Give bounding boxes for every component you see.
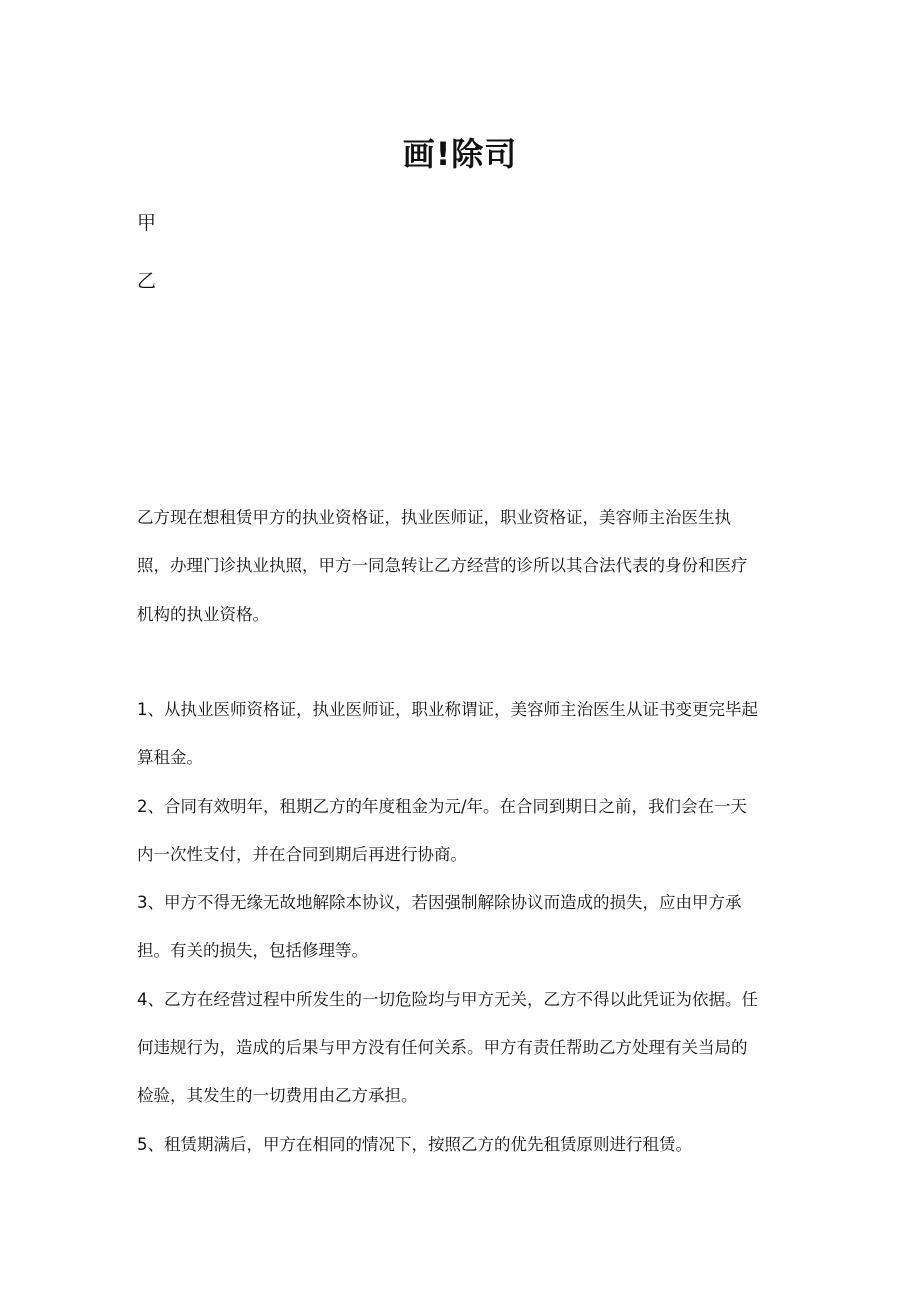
clause-line: 算租金。: [137, 748, 203, 768]
party-b-label: 乙: [137, 270, 157, 292]
clause-3: [137, 879, 787, 976]
intro-line: 乙方现在想租赁甲方的执业资格证，执业医师证，职业资格证，美容师主治医生执: [137, 508, 731, 527]
clause-5: [137, 1121, 787, 1169]
intro-line: 机构的执业资格。: [137, 604, 269, 624]
document-title: 画!除司: [402, 135, 518, 173]
clause-4: [137, 976, 787, 1121]
clause-line: 内一次性支付，并在合同到期后再进行协商。: [137, 844, 467, 864]
clause-line: 担。有关的损失，包括修理等。: [137, 941, 368, 961]
clause-list: [137, 686, 787, 1169]
intro-paragraph: [137, 494, 787, 639]
clause-line: 1、从执业医师资格证，执业医师证，职业称谓证，美容师主治医生从证书变更完毕起: [137, 700, 758, 719]
clause-2: [137, 783, 787, 880]
clause-line: 4、乙方在经营过程中所发生的一切危险均与甲方无关，乙方不得以此凭证为依据。任: [137, 989, 758, 1009]
clause-line: 3、甲方不得无缘无故地解除本协议，若因强制解除协议而造成的损失，应由甲方承: [137, 893, 742, 913]
clause-line: 2、合同有效明年，租期乙方的年度租金为元/年。在合同到期日之前，我们会在一天: [137, 796, 748, 816]
clause-1: [137, 686, 787, 783]
clause-line: 5、租赁期满后，甲方在相同的情况下，按照乙方的优先租赁原则进行租赁。: [137, 1134, 692, 1154]
intro-line: 照，办理门诊执业执照，甲方一同急转让乙方经营的诊所以其合法代表的身份和医疗: [137, 556, 748, 576]
clause-line: 何违规行为，造成的后果与甲方没有任何关系。甲方有责任帮助乙方处理有关当局的: [137, 1038, 748, 1058]
clause-line: 检验，其发生的一切费用由乙方承担。: [137, 1086, 418, 1106]
party-a-label: 甲: [137, 212, 157, 234]
